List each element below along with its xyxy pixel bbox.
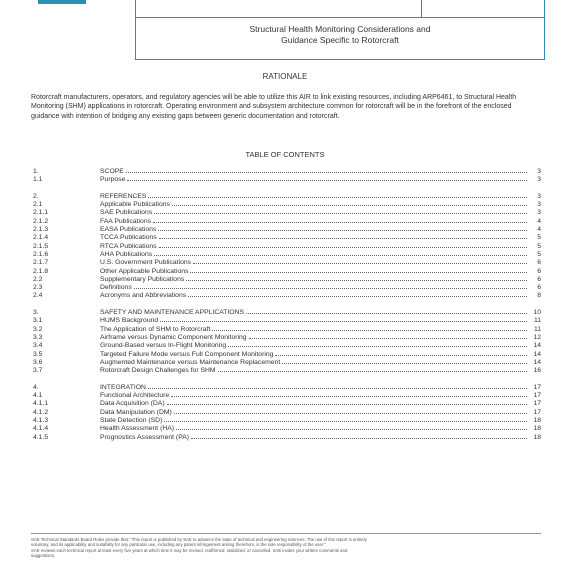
toc-entry[interactable] [33,334,541,342]
toc-entry-page: 17 [533,392,541,400]
toc-entry[interactable] [33,234,541,242]
toc-entry-page: 11 [533,325,541,333]
toc-entry-title: Augmented Maintenance versus Maintenance Replacement [100,358,281,366]
toc-entry[interactable] [33,409,541,417]
toc-entry[interactable] [33,425,541,433]
toc-entry-title: Airframe versus Dynamic Component Monitoring [100,333,247,341]
toc-leader-dots [190,272,527,273]
toc-leader-dots [212,330,527,331]
toc-entry-number: 4.1.5 [33,433,49,441]
toc-entry-page: 6 [537,275,541,283]
toc-leader-dots [160,321,527,322]
toc-entry-title: SAFETY AND MAINTENANCE APPLICATIONS [100,309,245,317]
toc-group-gap [33,185,541,193]
toc-entry-title: Data Manipulation (DM) [100,408,172,416]
toc-group-gap [33,301,541,309]
toc-entry-title: INTEGRATION [100,383,146,391]
toc-leader-dots [275,355,527,356]
toc-entry-page: 5 [537,242,541,250]
toc-entry[interactable] [33,351,541,359]
toc-entry-number: 2.1.5 [33,242,49,250]
toc-entry-title: SAE Publications [100,209,153,217]
toc-entry-page: 6 [537,259,541,267]
toc-entry[interactable] [33,292,541,300]
toc-entry-number: 3.3 [33,333,43,341]
toc-leader-dots [154,213,527,214]
footer-line: suggestions. [31,553,56,559]
toc-leader-dots [193,263,527,264]
toc-leader-dots [153,222,527,223]
toc-entry[interactable] [33,309,541,317]
toc-entry[interactable] [33,209,541,217]
toc-leader-dots [159,247,527,248]
toc-entry-number: 2.1.6 [33,250,49,258]
toc-entry-page: 11 [533,317,541,325]
toc-entry-title: Rotorcraft Design Challenges for SHM [100,367,216,375]
header-vertical-divider [421,0,422,17]
toc-entry[interactable] [33,226,541,234]
toc-entry-page: 5 [537,250,541,258]
toc-entry-page: 17 [533,383,541,391]
toc-entry-number: 3. [33,309,39,317]
toc-entry-number: 2.1.3 [33,226,49,234]
toc-entry-number: 2.1 [33,201,43,209]
toc-entry-title: Purpose [100,176,126,184]
toc-entry-page: 18 [533,433,541,441]
toc-leader-dots [134,288,527,289]
toc-entry-number: 4.1.3 [33,416,49,424]
toc-entry-page: 18 [533,425,541,433]
toc-leader-dots [164,421,527,422]
toc-entry-number: 2.3 [33,284,43,292]
toc-leader-dots [159,238,527,239]
document-title-line-2: Guidance Specific to Rotorcraft [281,35,399,45]
toc-entry-number: 1. [33,168,39,175]
toc-leader-dots [172,205,527,206]
toc-entry-number: 3.6 [33,358,43,366]
toc-entry[interactable] [33,259,541,267]
document-header [135,0,545,60]
toc-entry-title: AHA Publications [100,250,153,258]
toc-entry-number: 3.5 [33,350,43,358]
footer-divider [31,533,541,534]
toc-entry-number: 1.1 [33,176,43,184]
toc-entry-number: 4. [33,383,39,391]
toc-leader-dots [174,413,527,414]
toc-entry-title: Supplementary Publications [100,275,185,283]
toc-entry-title: Definitions [100,284,132,292]
toc-entry[interactable] [33,342,541,350]
toc-leader-dots [282,363,527,364]
toc-heading: TABLE OF CONTENTS [245,150,325,159]
toc-entry-page: 17 [533,400,541,408]
toc-entry-title: The Application of SHM to Rotorcraft [100,325,211,333]
toc-leader-dots [186,280,527,281]
toc-entry[interactable] [33,201,541,209]
rationale-text: Rotorcraft manufacturers, operators, and regulatory agencies will be able to utilize this AIR to link existing resources, including ARP6461, to Structural Health Monitoring (SHM) applications in rotorcraft. Operating environment and subsystem architecture common for rotorcraft will be in the forefront of the enclosed guidance with intention of bridging any existing gaps between generic documentation and rotorcraft. [31,94,517,120]
toc-entry-title: State Detection (SD) [100,416,163,424]
toc-entry[interactable] [33,434,541,442]
toc-entry-page: 18 [533,416,541,424]
toc-entry[interactable] [33,359,541,367]
toc-entry-page: 5 [537,234,541,242]
table-of-contents [33,168,541,442]
toc-entry-number: 4.1.1 [33,400,49,408]
toc-entry-number: 2.1.4 [33,234,49,242]
header-left-mark [38,0,86,4]
rationale-heading: RATIONALE [262,72,308,81]
toc-entry-number: 2.1.2 [33,217,49,225]
toc-entry-number: 3.1 [33,317,43,325]
toc-leader-dots [218,371,527,372]
toc-entry-title: HUMS Background [100,317,159,325]
toc-entry-page: 4 [537,226,541,234]
toc-entry-page: 14 [533,342,541,350]
toc-entry[interactable] [33,417,541,425]
toc-entry-number: 2. [33,192,39,200]
toc-entry[interactable] [33,193,541,201]
toc-leader-dots [158,230,527,231]
toc-entry-page: 16 [533,367,541,375]
toc-entry[interactable] [33,251,541,259]
toc-leader-dots [171,396,527,397]
toc-entry-title: Functional Architecture [100,392,170,400]
toc-entry[interactable] [33,268,541,276]
toc-entry-page: 6 [537,284,541,292]
toc-leader-dots [148,388,527,389]
toc-entry[interactable] [33,218,541,226]
toc-leader-dots [188,296,527,297]
toc-entry-title: SCOPE [100,168,124,175]
toc-entry[interactable] [33,326,541,334]
toc-entry-title: REFERENCES [100,192,147,200]
toc-entry[interactable] [33,284,541,292]
toc-entry-number: 2.4 [33,292,43,300]
toc-entry-page: 10 [533,309,541,317]
toc-entry-page: 3 [537,209,541,217]
toc-entry[interactable] [33,400,541,408]
toc-leader-dots [154,255,527,256]
toc-entry-title: Health Assessment (HA) [100,425,175,433]
toc-entry-title: RTCA Publications [100,242,157,250]
toc-entry-number: 3.4 [33,342,43,350]
toc-entry-title: EASA Publications [100,226,157,234]
toc-leader-dots [228,346,527,347]
toc-entry-page: 3 [537,168,541,175]
toc-entry-number: 2.1.1 [33,209,49,217]
toc-entry-page: 3 [537,176,541,184]
toc-entry-page: 14 [533,350,541,358]
toc-entry-number: 4.1.4 [33,425,49,433]
toc-entry-title: Other Applicable Publications [100,267,189,275]
toc-entry-title: Ground-Based versus In-Flight Monitoring [100,342,227,350]
document-title [136,24,544,46]
toc-entry-number: 3.2 [33,325,43,333]
header-divider [136,17,544,18]
toc-entry[interactable] [33,276,541,284]
toc-entry-page: 3 [537,192,541,200]
toc-leader-dots [246,313,527,314]
toc-leader-dots [127,180,527,181]
toc-entry[interactable] [33,176,541,184]
toc-leader-dots [176,429,527,430]
toc-entry-title: Data Acquisition (DA) [100,400,165,408]
toc-entry-page: 8 [537,292,541,300]
toc-entry-number: 2.1.8 [33,267,49,275]
toc-entry-page: 14 [533,358,541,366]
toc-entry-page: 4 [537,217,541,225]
toc-entry[interactable] [33,243,541,251]
footer-notice [31,537,541,559]
toc-entry-title: FAA Publications [100,217,152,225]
toc-entry-title: TCCA Publications [100,234,157,242]
toc-entry[interactable] [33,367,541,375]
toc-entry-number: 4.1.2 [33,408,49,416]
toc-leader-dots [167,404,527,405]
document-title-line-1: Structural Health Monitoring Considerations and [249,24,431,34]
toc-entry-number: 2.1.7 [33,259,49,267]
toc-entry-page: 17 [533,408,541,416]
toc-entry-title: Acronyms and Abbreviations [100,292,187,300]
toc-entry[interactable] [33,392,541,400]
toc-entry-number: 4.1 [33,392,43,400]
toc-entry-page: 3 [537,201,541,209]
footer-line: SAE Technical Standards Board Rules provide that: "This report is published by SAE to advance the state of technical and engineering sciences. The use of this report is entirely [31,537,367,542]
toc-entry-page: 12 [533,333,541,341]
footer-line: SAE reviews each technical report at least every five years at which time it may be revised, reaffirmed, stabilized, or cancelled. SAE invites your written comments and [31,547,348,553]
toc-entry-title: Targeted Failure Mode versus Full Component Monitoring [100,350,274,358]
footer-line: voluntary, and its applicability and suitability for any particular use, including any patent infringement arising therefrom, is the sole responsibility of the user." [31,542,326,548]
toc-leader-dots [126,172,527,173]
toc-entry-page: 6 [537,267,541,275]
toc-entry[interactable] [33,168,541,176]
toc-leader-dots [249,338,527,339]
toc-entry-title: Applicable Publications [100,201,170,209]
toc-leader-dots [148,197,527,198]
toc-entry-number: 3.7 [33,367,43,375]
toc-leader-dots [191,438,527,439]
toc-entry-number: 2.2 [33,275,43,283]
toc-entry[interactable] [33,317,541,325]
toc-entry[interactable] [33,384,541,392]
toc-entry-title: Prognostics Assessment (PA) [100,433,190,441]
toc-entry-title: U.S. Government Publications [100,259,192,267]
toc-group-gap [33,375,541,383]
